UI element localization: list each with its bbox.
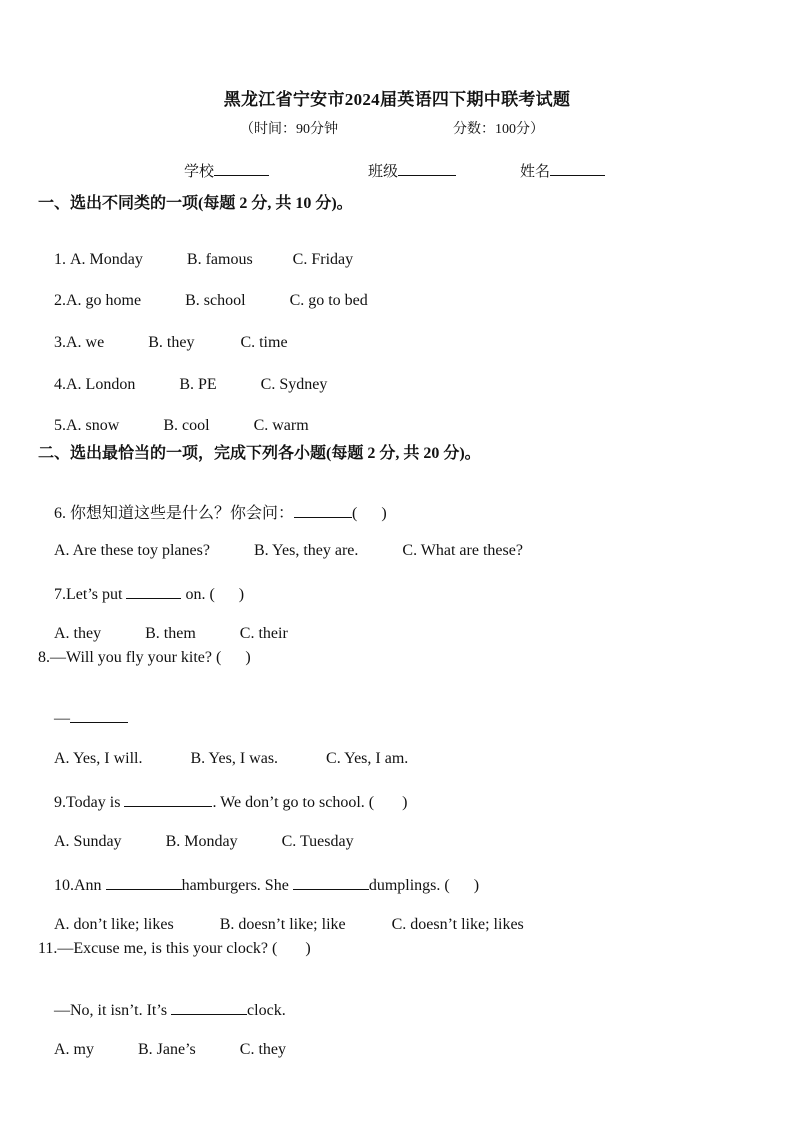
question-stem-end: on. ( ) bbox=[181, 586, 245, 603]
answer-blank bbox=[70, 708, 128, 723]
page-title: 黑龙江省宁安市2024届英语四下期中联考试题 bbox=[223, 90, 571, 109]
question-stem-start: 9.Today is bbox=[54, 794, 125, 811]
answer-blank bbox=[294, 503, 352, 518]
option-b: B. Monday bbox=[165, 833, 238, 850]
answer-blank bbox=[126, 584, 181, 599]
question-8: 8.—Will you fly your kite? ( ) bbox=[38, 649, 251, 666]
option-b: B. school bbox=[185, 292, 246, 309]
option-a: A. Monday bbox=[70, 251, 143, 268]
name-label: 姓名 bbox=[520, 164, 551, 180]
question-number: 3. bbox=[54, 334, 66, 351]
answer-blank-1 bbox=[106, 875, 182, 890]
option-c: C. go to bed bbox=[289, 292, 368, 309]
option-a: A. we bbox=[66, 334, 105, 351]
option-a: A. London bbox=[66, 376, 136, 393]
option-b: B. them bbox=[145, 625, 196, 642]
question-stem-start: 7.Let’s put bbox=[54, 586, 127, 603]
option-b: B. Yes, they are. bbox=[253, 542, 359, 559]
class-label: 班级 bbox=[368, 164, 399, 180]
option-c: C. Friday bbox=[292, 251, 354, 268]
answer-blank-2 bbox=[293, 875, 369, 890]
question-number: 5. bbox=[54, 417, 66, 434]
option-b: B. they bbox=[148, 334, 195, 351]
option-a: A. go home bbox=[66, 292, 142, 309]
option-a: A. Sunday bbox=[54, 833, 122, 850]
question-stem: 6. 你想知道这些是什么？你会问： bbox=[54, 505, 295, 522]
school-blank bbox=[214, 161, 269, 176]
score-label: 分数：100分） bbox=[453, 122, 544, 137]
option-c: C. Tuesday bbox=[281, 833, 354, 850]
option-b: B. famous bbox=[186, 251, 253, 268]
option-c: C. Yes, I am. bbox=[326, 750, 409, 767]
question-11: 11.—Excuse me, is this your clock? ( ) bbox=[38, 940, 311, 957]
name-field bbox=[520, 160, 605, 181]
option-c: C. What are these? bbox=[402, 542, 523, 559]
answer-paren: ( ) bbox=[352, 505, 387, 522]
option-a: A. Yes, I will. bbox=[54, 750, 143, 767]
option-c: C. their bbox=[239, 625, 288, 642]
option-c: C. warm bbox=[253, 417, 309, 434]
section-1-heading: 一、选出不同类的一项(每题 2 分, 共 10 分)。 bbox=[38, 195, 353, 212]
option-b: B. Yes, I was. bbox=[190, 750, 279, 767]
question-stem-end: . We don’t go to school. ( ) bbox=[212, 794, 408, 811]
school-field bbox=[184, 160, 269, 181]
time-label: （时间：90分钟 bbox=[240, 122, 338, 137]
option-a: A. my bbox=[54, 1041, 94, 1058]
question-11-options bbox=[38, 1023, 286, 1077]
reply-end: clock. bbox=[247, 1002, 286, 1019]
option-b: B. PE bbox=[179, 376, 217, 393]
answer-blank bbox=[171, 1000, 247, 1015]
question-stem-middle: hamburgers. She bbox=[181, 877, 293, 894]
question-number: 4. bbox=[54, 376, 66, 393]
option-b: B. cool bbox=[163, 417, 210, 434]
option-a: A. Are these toy planes? bbox=[54, 542, 210, 559]
question-number: 1. bbox=[54, 251, 70, 268]
question-stem-start: 10.Ann bbox=[54, 877, 106, 894]
dash-prefix: — bbox=[54, 710, 70, 727]
option-c: C. Sydney bbox=[260, 376, 328, 393]
option-c: C. they bbox=[239, 1041, 286, 1058]
section-2-heading: 二、选出最恰当的一项，完成下列各小题(每题 2 分, 共 20 分)。 bbox=[38, 445, 481, 462]
school-label: 学校 bbox=[184, 164, 215, 180]
name-blank bbox=[550, 161, 605, 176]
option-a: A. don’t like; likes bbox=[54, 916, 174, 933]
question-stem-end: dumplings. ( ) bbox=[368, 877, 480, 894]
option-a: A. snow bbox=[66, 417, 120, 434]
option-b: B. doesn’t like; like bbox=[219, 916, 346, 933]
question-number: 2. bbox=[54, 292, 66, 309]
reply-start: —No, it isn’t. It’s bbox=[54, 1002, 172, 1019]
option-c: C. time bbox=[240, 334, 288, 351]
option-b: B. Jane’s bbox=[138, 1041, 196, 1058]
class-blank bbox=[398, 161, 456, 176]
class-field bbox=[368, 160, 456, 181]
answer-blank bbox=[124, 792, 212, 807]
option-a: A. they bbox=[54, 625, 102, 642]
option-c: C. doesn’t like; likes bbox=[391, 916, 524, 933]
